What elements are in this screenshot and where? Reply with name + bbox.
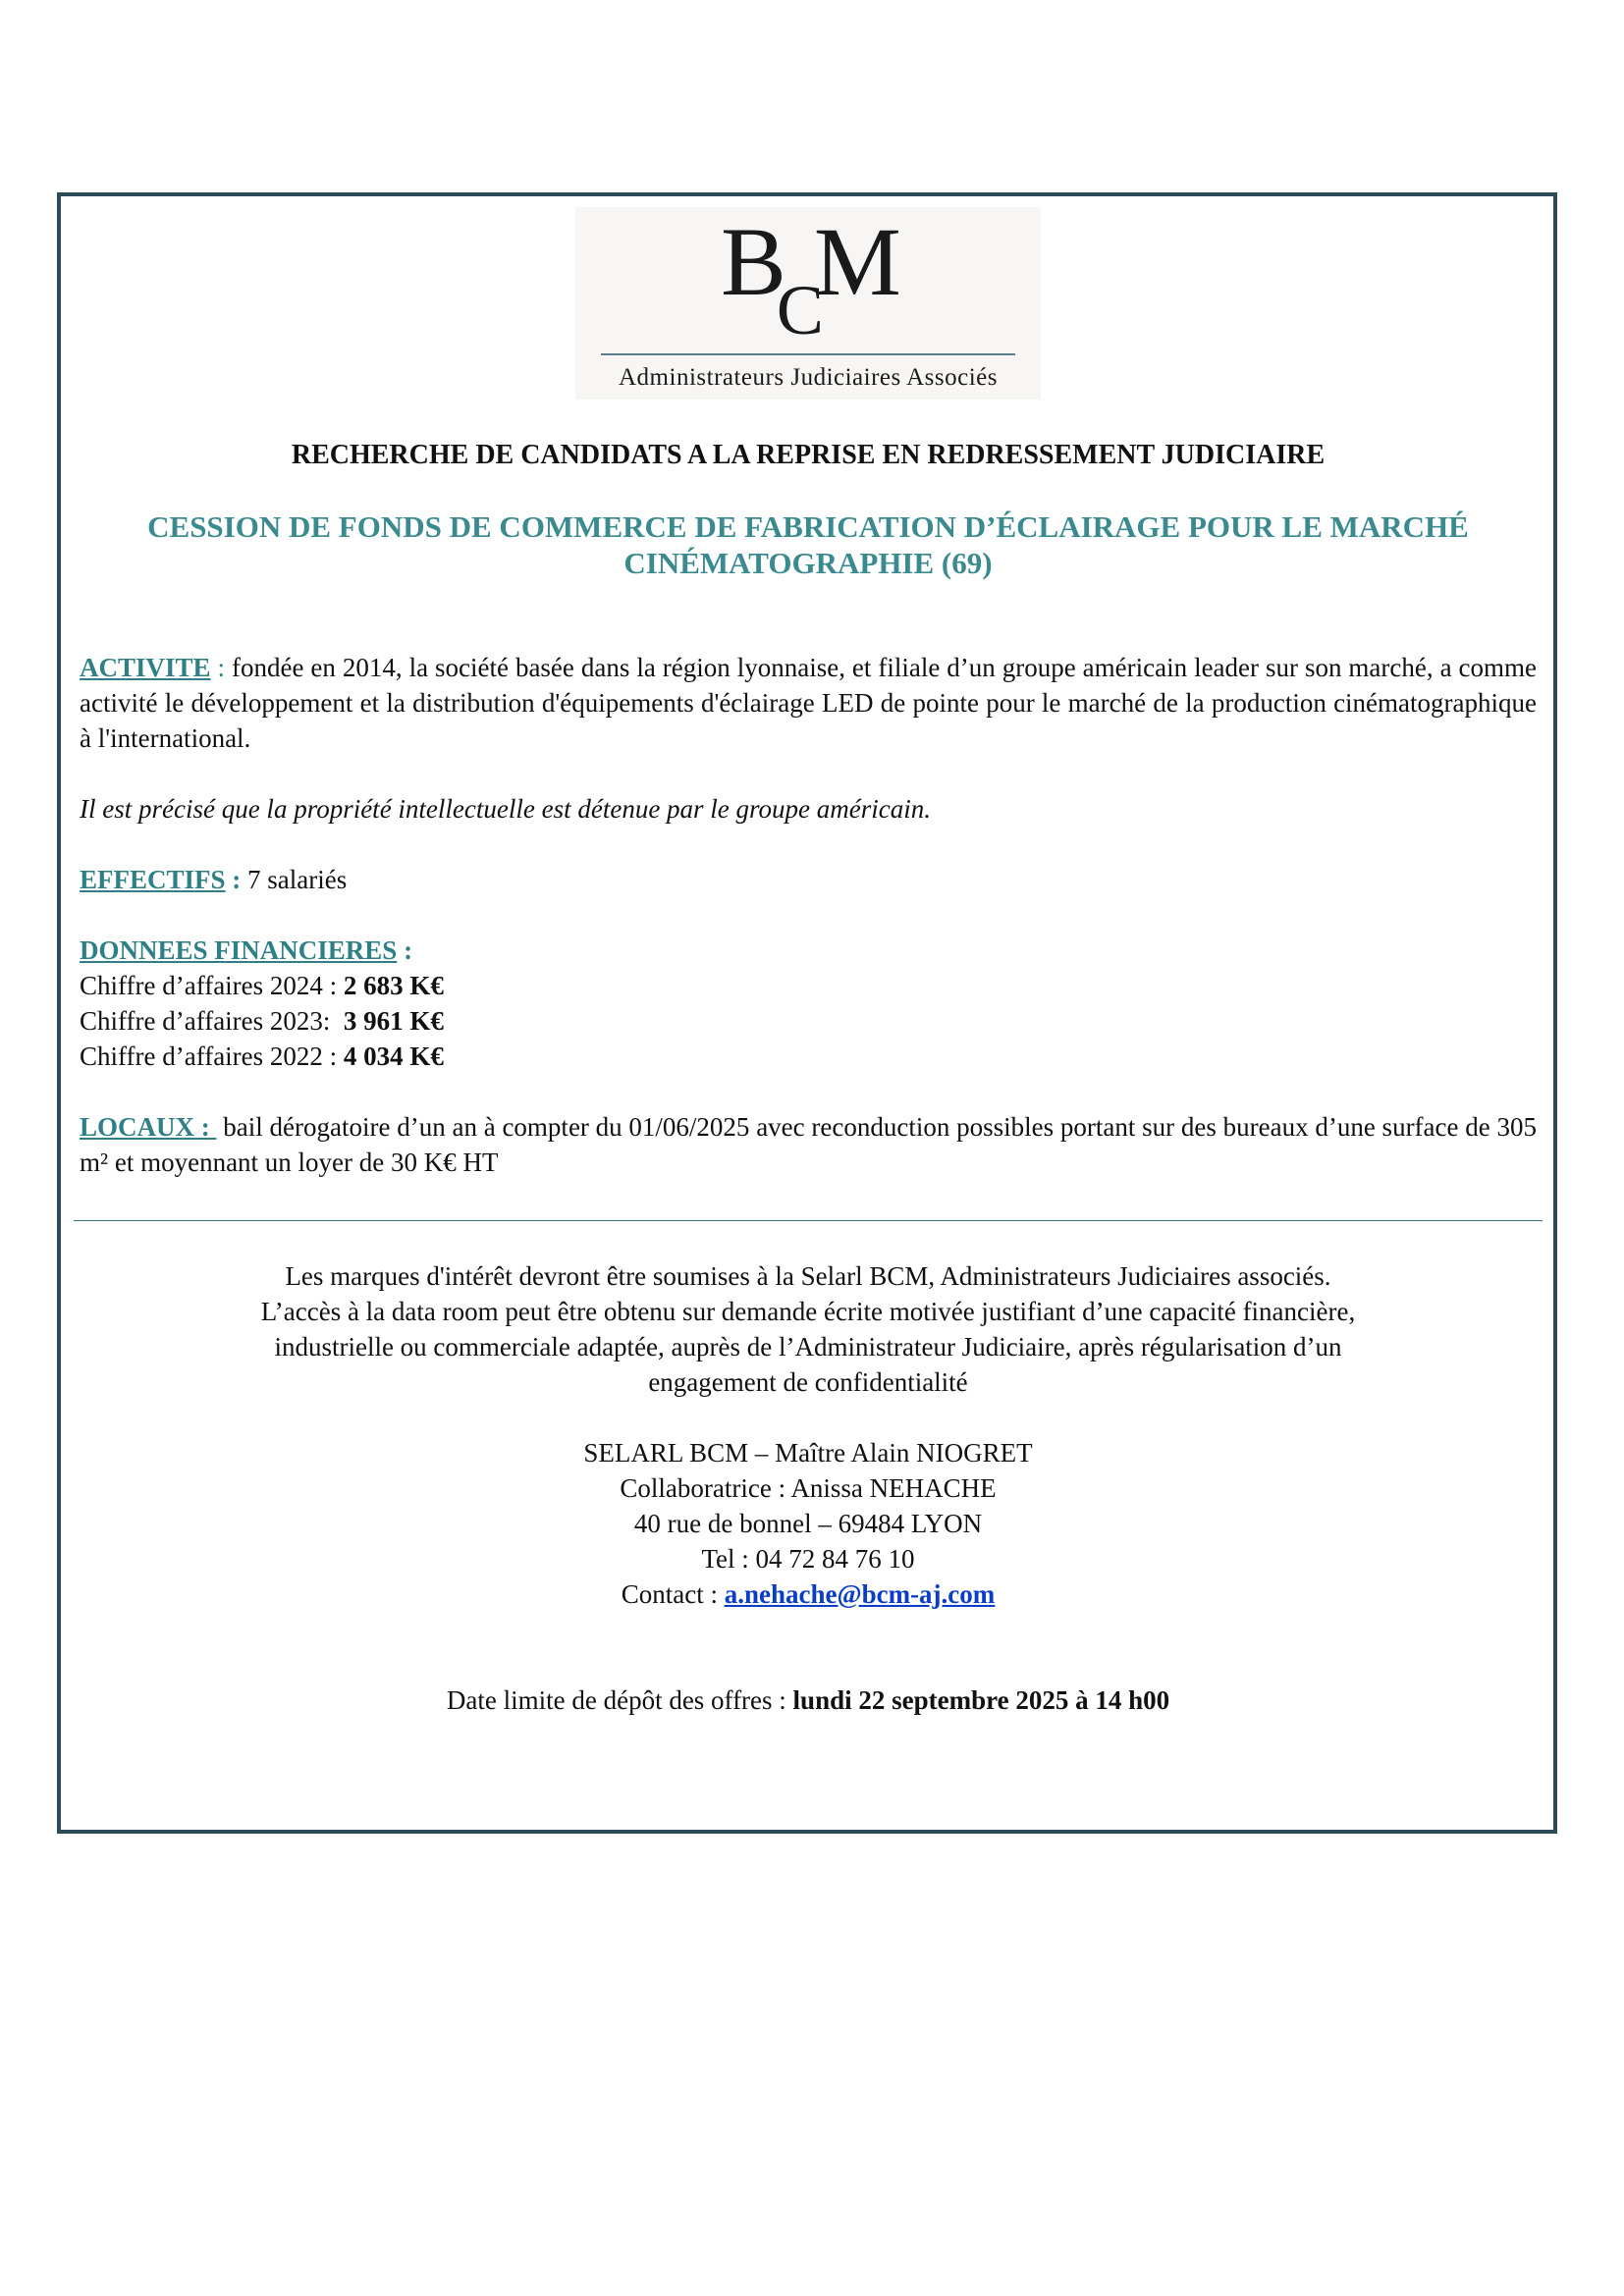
financial-row-label: Chiffre d’affaires 2022 : (80, 1041, 344, 1071)
deadline-line (80, 1682, 1537, 1718)
logo-letter-c: C (776, 271, 818, 349)
logo-rule (601, 353, 1015, 355)
effectifs-label: EFFECTIFS (80, 865, 226, 894)
financial-row-value: 3 961 K€ (343, 1006, 444, 1036)
contact-phone: Tel : 04 72 84 76 10 (701, 1544, 915, 1574)
contact-address: 40 rue de bonnel – 69484 LYON (633, 1509, 983, 1538)
financial-heading (80, 933, 1537, 968)
activite-colon: : (210, 653, 232, 682)
subheading-line-2: CINÉMATOGRAPHIE (69) (623, 546, 993, 580)
ip-note: Il est précisé que la propriété intellectuelle est détenue par le groupe américain. (80, 794, 932, 824)
effectifs-line (80, 862, 1537, 897)
bcm-logo (575, 207, 1041, 400)
interest-line-3: industrielle ou commerciale adaptée, auprès de l’Administrateur Judiciaire, après régularisation d’un (274, 1332, 1342, 1362)
financial-row-value: 4 034 K€ (343, 1041, 444, 1071)
contact-email-label: Contact : (621, 1579, 725, 1609)
section-divider (74, 1220, 1543, 1221)
financial-section (80, 933, 1537, 1074)
financial-row (80, 968, 1537, 1003)
contact-firm: SELARL BCM – Maître Alain NIOGRET (583, 1438, 1033, 1468)
logo-subtitle: Administrateurs Judiciaires Associés (619, 364, 998, 391)
financial-row (80, 1003, 1537, 1039)
page-heading: RECHERCHE DE CANDIDATS A LA REPRISE EN REDRESSEMENT JUDICIAIRE (291, 440, 1326, 470)
logo-letter-b: B (721, 207, 781, 316)
locaux-label: LOCAUX : (80, 1112, 217, 1142)
financial-row-label: Chiffre d’affaires 2023: (80, 1006, 344, 1036)
financial-row-value: 2 683 K€ (343, 971, 444, 1000)
activite-label: ACTIVITE (80, 653, 211, 682)
logo-letter-m: M (813, 207, 895, 316)
interest-line-1: Les marques d'intérêt devront être soumises à la Selarl BCM, Administrateurs Judiciaires associés. (285, 1261, 1331, 1291)
contact-email-link[interactable]: a.nehache@bcm-aj.com (724, 1579, 996, 1609)
interest-line-4: engagement de confidentialité (648, 1367, 968, 1397)
activite-paragraph (80, 650, 1537, 756)
deadline-label: Date limite de dépôt des offres : (446, 1685, 793, 1715)
contact-email-line (80, 1576, 1537, 1612)
financial-colon: : (397, 935, 413, 965)
financial-row (80, 1039, 1537, 1074)
interest-paragraph (80, 1258, 1537, 1400)
subheading-line-1: CESSION DE FONDS DE COMMERCE DE FABRICATION D’ÉCLAIRAGE POUR LE MARCHÉ (147, 509, 1469, 544)
contact-block (80, 1435, 1537, 1612)
locaux-text: bail dérogatoire d’un an à compter du 01/06/2025 avec reconduction possibles portant sur des bureaux d’une surface de 305 m² et moyennant un loyer de 30 K€ HT (80, 1112, 1537, 1177)
logo-monogram (575, 207, 1041, 349)
interest-line-2: L’accès à la data room peut être obtenu sur demande écrite motivée justifiant d’une capacité financière, (260, 1297, 1356, 1326)
effectifs-colon: : (225, 865, 248, 894)
locaux-paragraph (80, 1109, 1537, 1180)
financial-label: DONNEES FINANCIERES (80, 935, 398, 965)
deadline-value: lundi 22 septembre 2025 à 14 h00 (792, 1685, 1170, 1715)
contact-collaborator: Collaboratrice : Anissa NEHACHE (620, 1473, 997, 1503)
activite-text: fondée en 2014, la société basée dans la région lyonnaise, et filiale d’un groupe américain leader sur son marché, a comme activité le développement et la distribution d'équipements d'éclairage LED de pointe pour le marché de la production cinématographique à l'international. (80, 653, 1537, 753)
financial-row-label: Chiffre d’affaires 2024 : (80, 971, 344, 1000)
effectifs-text: 7 salariés (247, 865, 348, 894)
page-subheading (80, 508, 1537, 581)
